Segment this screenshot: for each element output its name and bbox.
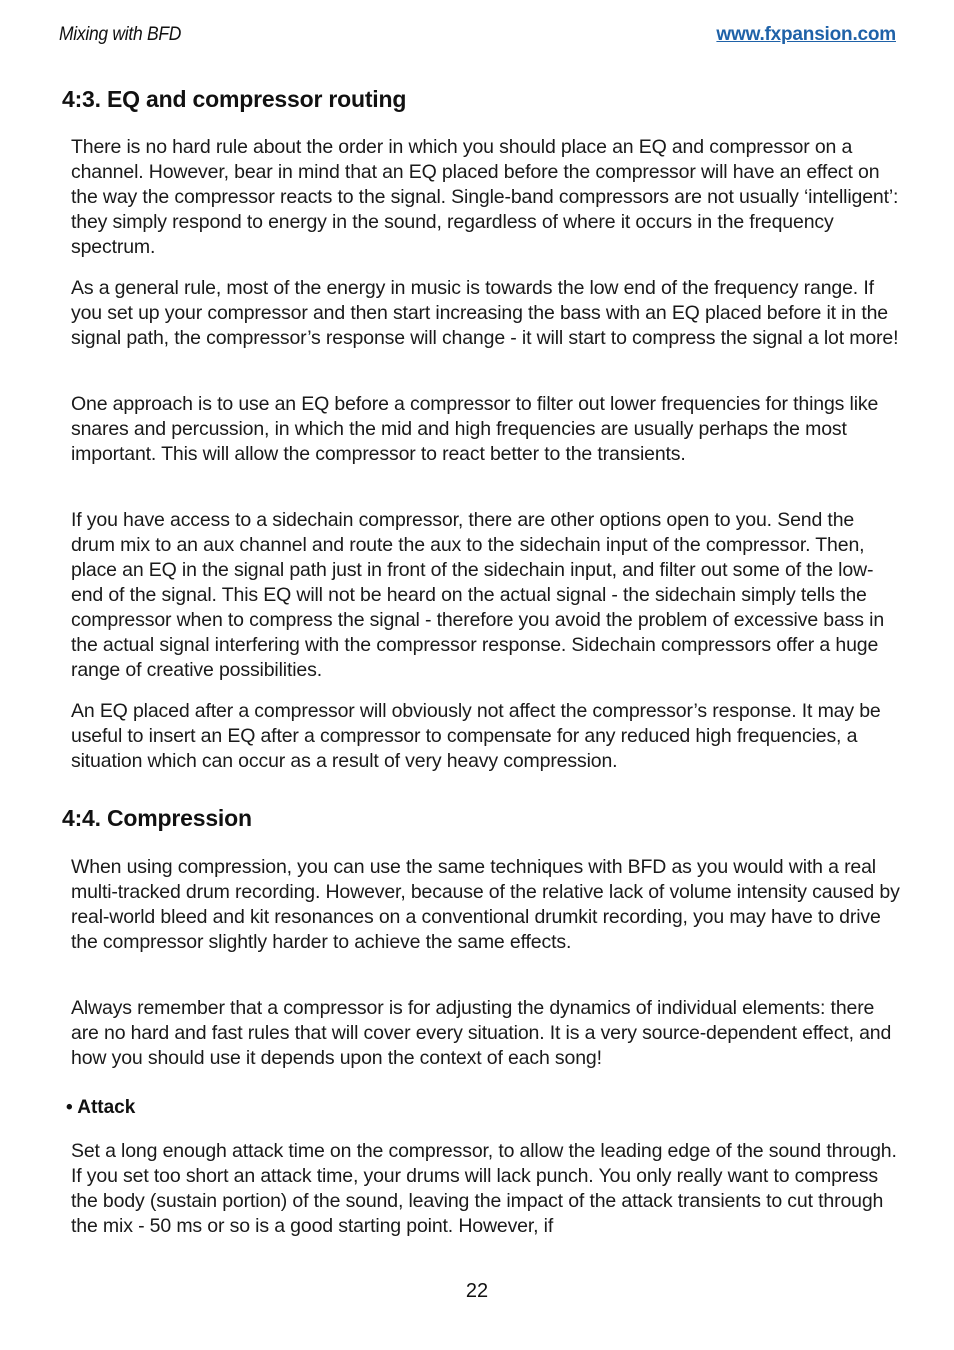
paragraph: There is no hard rule about the order in which you should place an EQ and compressor on a channel. However, bear in mind that an EQ placed before the compressor will have an effect on the way the compressor reacts to the signal. Single-band compressors are not usually ‘intelligent’: they simply respond to energy in the sound, regardless of where it occurs in the frequency spectrum.	[71, 136, 899, 258]
paragraph: Set a long enough attack time on the compressor, to allow the leading edge of the sound through. If you set too short an attack time, your drums will lack punch. You only really want to compress the body (sustain portion) of the sound, leaving the impact of the attack transients to cut through the mix - 50 ms or so is a good starting point. However, if	[71, 1140, 897, 1237]
document-title: Mixing with BFD	[59, 24, 182, 45]
paragraph: One approach is to use an EQ before a compressor to filter out lower frequencies for things like snares and percussion, in which the mid and high frequencies are usually perhaps the most important. This will allow the compressor to react better to the transients.	[71, 393, 879, 465]
paragraph: Always remember that a compressor is for adjusting the dynamics of individual elements: there are no hard and fast rules that will cover every situation. It is a very source-dependent effect, and how you should use it depends upon the context of each song!	[71, 997, 892, 1069]
website-link[interactable]: www.fxpansion.com	[716, 24, 896, 45]
paragraph: An EQ placed after a compressor will obviously not affect the compressor’s response. It may be useful to insert an EQ after a compressor to compensate for any reduced high frequencies, a situation which can occur as a result of very heavy compression.	[71, 700, 881, 772]
section-heading-eq-routing: 4:3. EQ and compressor routing	[62, 86, 407, 112]
paragraph: If you have access to a sidechain compressor, there are other options open to you. Send the drum mix to an aux channel and route the aux to the sidechain input of the compressor. Then, place an EQ in the signal path just in front of the sidechain input, and filter out some of the low-end of the signal. This EQ will not be heard on the actual signal - the sidechain simply tells the compressor when to compress the signal - therefore you avoid the problem of excessive bass in the actual signal interfering with the compressor response. Sidechain compressors offer a huge range of creative possibilities.	[71, 509, 885, 681]
paragraph: When using compression, you can use the same techniques with BFD as you would with a real multi-tracked drum recording. However, because of the relative lack of volume intensity caused by real-world bleed and kit resonances on a conventional drumkit recording, you may have to drive the compressor slightly harder to achieve the same effects.	[71, 856, 900, 953]
section-heading-compression: 4:4. Compression	[62, 805, 252, 831]
paragraph: As a general rule, most of the energy in music is towards the low end of the frequency range. If you set up your compressor and then start increasing the bass with an EQ placed before it in the signal path, the compressor’s response will change - it will start to compress the signal a lot more!	[71, 277, 899, 349]
bullet-heading-attack: • Attack	[66, 1097, 136, 1118]
page-number: 22	[465, 1280, 489, 1302]
